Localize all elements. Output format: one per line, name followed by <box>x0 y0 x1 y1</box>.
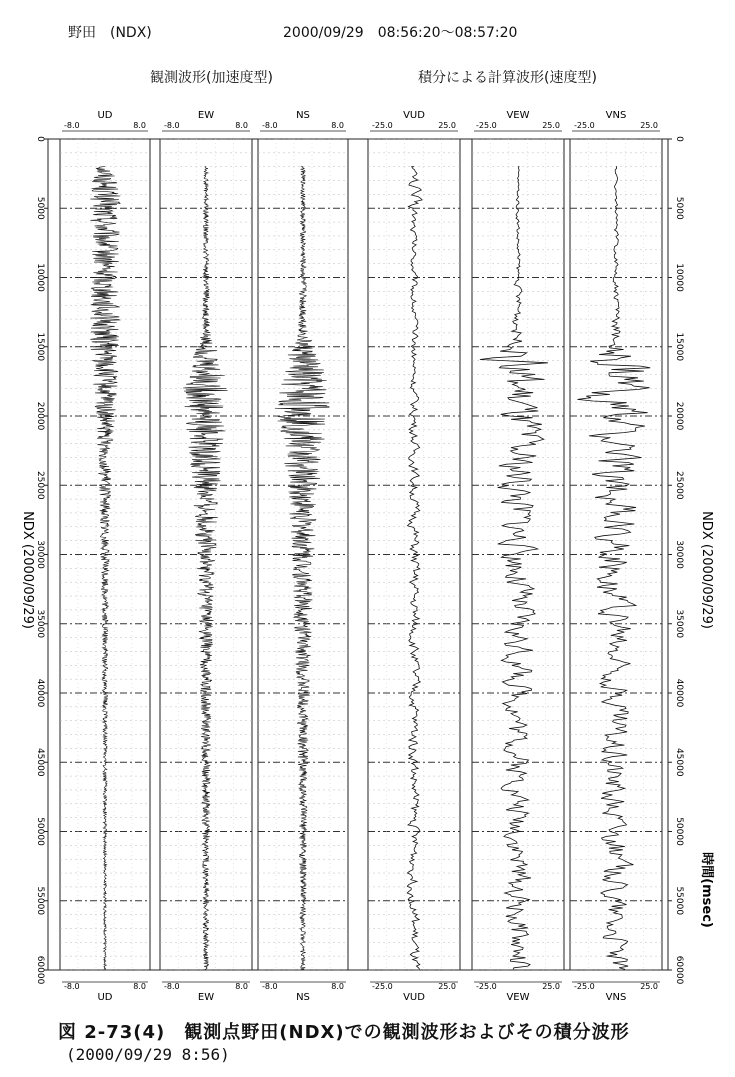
channel-name-bottom: NS <box>296 992 310 1003</box>
time-tick-label-left: 5000 <box>35 196 45 220</box>
range-max-label-bottom: 8.0 <box>133 982 146 991</box>
range-max-label-top: 25.0 <box>640 121 658 130</box>
range-max-label-top: 8.0 <box>331 121 344 130</box>
time-tick-label-right: 5000 <box>674 196 684 220</box>
channel-name-bottom: VEW <box>506 992 530 1003</box>
time-tick-label-right: 60000 <box>674 955 684 985</box>
figure-caption-date: (2000/09/29 8:56) <box>66 1045 230 1064</box>
time-tick-label-left: 55000 <box>35 886 45 916</box>
time-tick-label-left: 30000 <box>35 540 45 569</box>
time-tick-label-left: 25000 <box>35 470 45 500</box>
channel-name-top: VNS <box>605 110 627 121</box>
range-max-label-top: 25.0 <box>438 121 456 130</box>
range-min-label-top: -8.0 <box>64 121 80 130</box>
time-tick-label-left: 20000 <box>35 401 45 431</box>
left-rotated-label: NDX (2000/09/29) <box>20 511 35 629</box>
channel-name-bottom: VNS <box>605 992 627 1003</box>
range-min-label-bottom: -8.0 <box>164 982 180 991</box>
trace-layer <box>90 167 650 970</box>
right-rotated-label: NDX (2000/09/29) <box>699 511 714 629</box>
grid-layer <box>48 139 668 970</box>
time-tick-label-left: 40000 <box>35 678 45 708</box>
range-min-label-bottom: -8.0 <box>262 982 278 991</box>
range-max-label-top: 8.0 <box>235 121 248 130</box>
time-tick-label-right: 20000 <box>674 401 684 431</box>
channel-name-top: UD <box>97 110 113 121</box>
time-tick-label-right: 15000 <box>674 332 684 362</box>
channel-name-bottom: EW <box>197 992 215 1003</box>
time-tick-label-right: 25000 <box>674 470 684 500</box>
axis-layer <box>35 110 684 1003</box>
waveform-vew <box>480 167 548 970</box>
station-label: 野田 (NDX) <box>68 25 152 41</box>
channel-name-top: VEW <box>506 110 530 121</box>
channel-name-bottom: VUD <box>403 992 425 1003</box>
time-tick-label-right: 10000 <box>674 263 684 292</box>
time-tick-label-right: 45000 <box>674 747 684 777</box>
range-max-label-bottom: 25.0 <box>542 982 560 991</box>
time-tick-label-right: 0 <box>674 136 684 142</box>
time-tick-label-right: 50000 <box>674 817 684 846</box>
channel-name-top: EW <box>197 110 215 121</box>
acceleration-group-title: 観測波形(加速度型) <box>150 70 273 86</box>
range-max-label-bottom: 8.0 <box>235 982 248 991</box>
waveform-vud <box>407 167 422 970</box>
range-max-label-bottom: 25.0 <box>438 982 456 991</box>
time-tick-label-left: 45000 <box>35 747 45 777</box>
range-max-label-bottom: 25.0 <box>640 982 658 991</box>
channel-name-top: VUD <box>403 110 425 121</box>
time-tick-label-left: 10000 <box>35 263 45 292</box>
waveform-ns <box>275 167 329 970</box>
waveform-ew <box>183 167 228 970</box>
time-tick-label-right: 40000 <box>674 678 684 708</box>
channel-name-top: NS <box>296 110 310 121</box>
range-max-label-top: 8.0 <box>133 121 146 130</box>
time-tick-label-right: 35000 <box>674 609 684 639</box>
figure-caption: 図 2-73(4) 観測点野田(NDX)での観測波形およびその積分波形 <box>58 1022 630 1043</box>
time-tick-label-left: 0 <box>35 136 45 142</box>
range-max-label-bottom: 8.0 <box>331 982 344 991</box>
datetime-range: 2000/09/29 08:56:20～08:57:20 <box>283 25 518 41</box>
range-min-label-top: -25.0 <box>476 121 497 130</box>
range-max-label-top: 25.0 <box>542 121 560 130</box>
range-min-label-bottom: -8.0 <box>64 982 80 991</box>
time-tick-label-left: 35000 <box>35 609 45 639</box>
time-tick-label-right: 55000 <box>674 886 684 916</box>
time-tick-label-left: 60000 <box>35 955 45 985</box>
time-tick-label-left: 50000 <box>35 817 45 846</box>
range-min-label-top: -25.0 <box>574 121 595 130</box>
range-min-label-top: -8.0 <box>164 121 180 130</box>
velocity-group-title: 積分による計算波形(速度型) <box>418 70 597 86</box>
range-min-label-bottom: -25.0 <box>574 982 595 991</box>
range-min-label-bottom: -25.0 <box>372 982 393 991</box>
channel-name-bottom: UD <box>97 992 113 1003</box>
range-min-label-top: -8.0 <box>262 121 278 130</box>
range-min-label-top: -25.0 <box>372 121 393 130</box>
time-tick-label-left: 15000 <box>35 332 45 362</box>
waveform-ud <box>90 167 120 970</box>
range-min-label-bottom: -25.0 <box>476 982 497 991</box>
time-axis-label: 時間(msec) <box>699 852 714 928</box>
time-tick-label-right: 30000 <box>674 540 684 569</box>
